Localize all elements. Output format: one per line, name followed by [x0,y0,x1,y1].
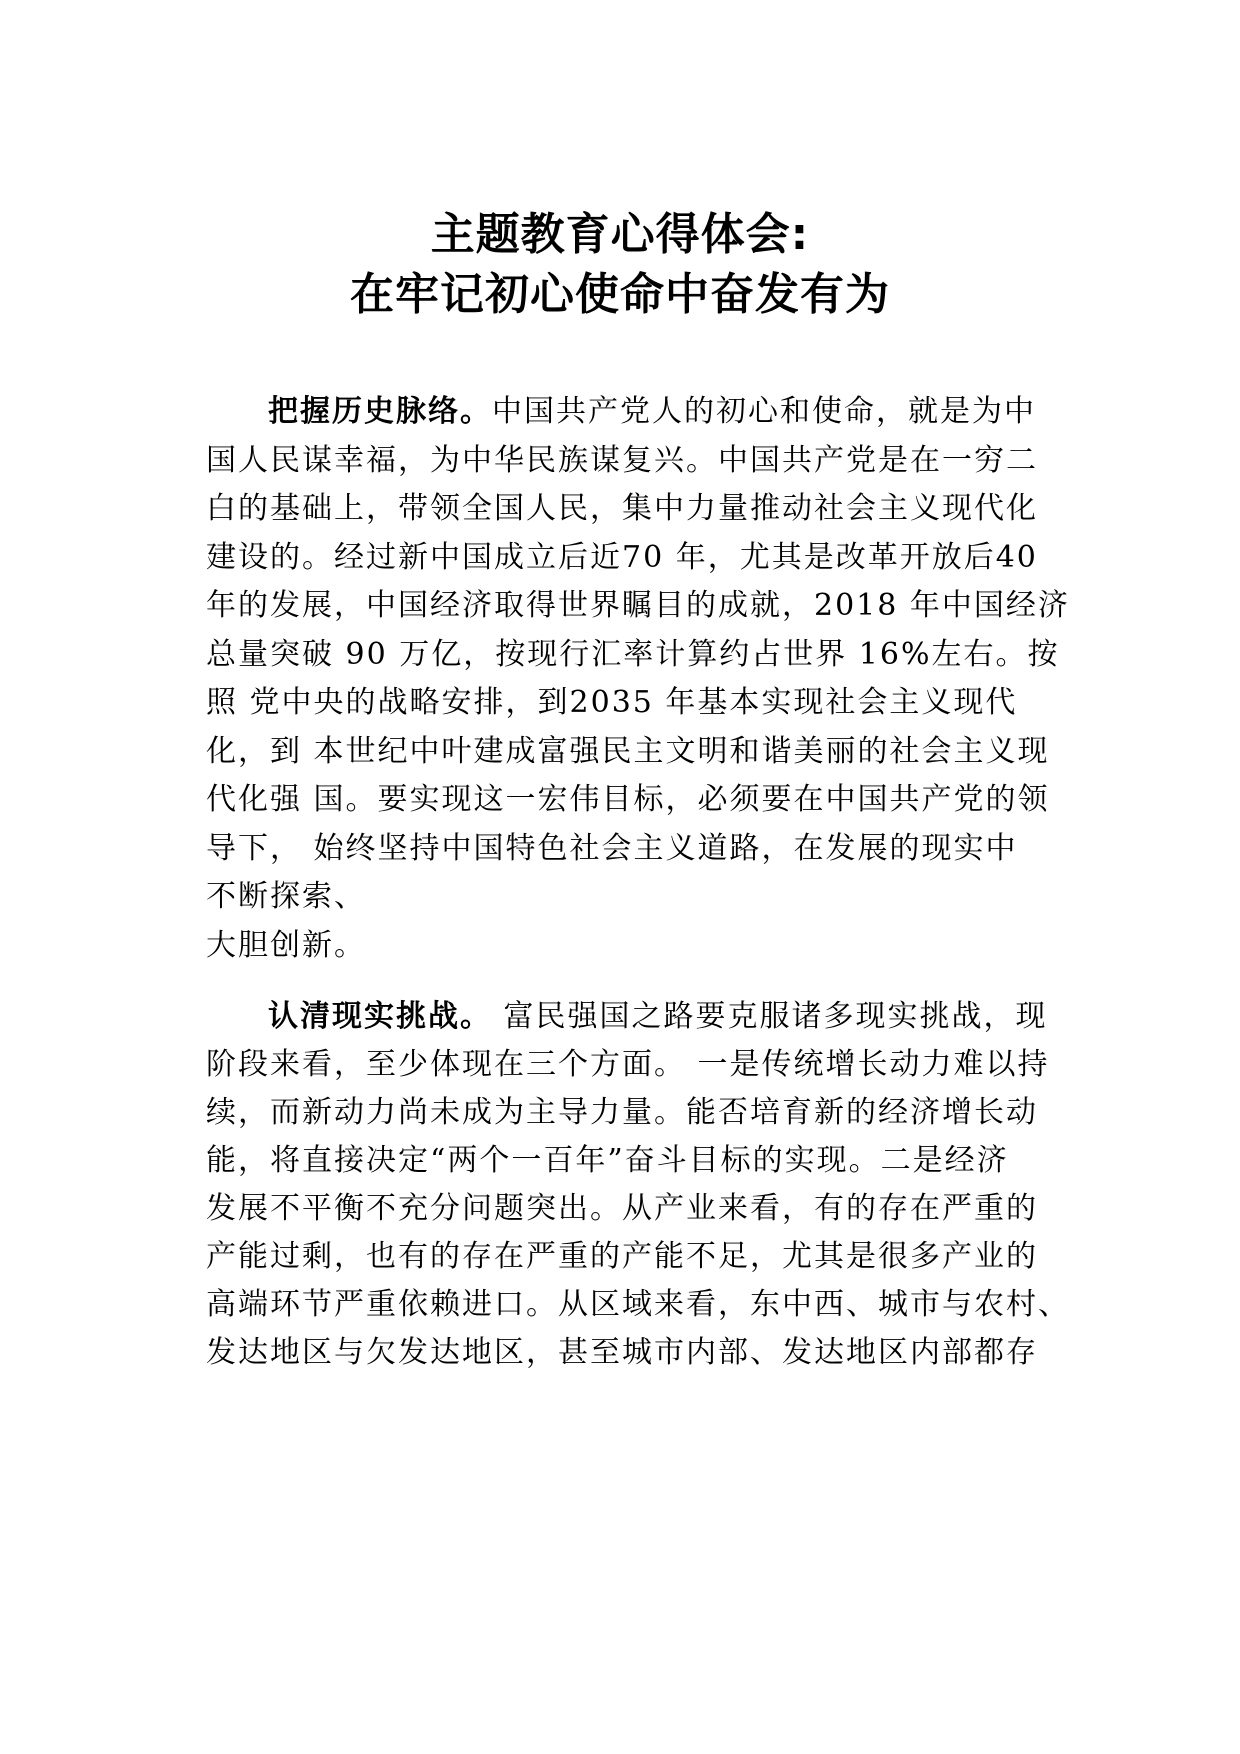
paragraph-line: 大胆创新。 [206,927,366,963]
paragraph-line [206,388,1076,437]
paragraph-line: 国人民谋幸福，为中华民族谋复兴。中国共产党是在一穷二 [206,442,1038,478]
paragraph-line: 总量突破 90 万亿，按现行汇率计算约占世界 16%左右。按 [206,636,1060,672]
paragraph-line: 导下， 始终坚持中国特色社会主义道路，在发展的现实中 [206,830,1018,866]
document-title [0,205,1240,325]
paragraph-lead: 把握历史脉络。 [268,394,492,429]
paragraph-line [206,993,1076,1041]
paragraph-line: 照 党中央的战略安排，到2035 年基本实现社会主义现代 [206,685,1018,720]
title-line-2: 在牢记初心使命中奋发有为 [350,269,890,320]
paragraph-text: 富民强国之路要克服诸多现实挑战，现 [492,999,1048,1034]
paragraph-line: 能，将直接决定“两个一百年”奋斗目标的实现。二是经济 [206,1143,1009,1178]
paragraph-line: 代化强 国。要实现这一宏伟目标，必须要在中国共产党的领 [206,782,1050,817]
paragraph-lead: 认清现实挑战。 [268,999,492,1034]
paragraph-line: 化，到 本世纪中叶建成富强民主文明和谐美丽的社会主义现 [206,733,1050,769]
paragraph-line: 高端环节严重依赖进口。从区域来看，东中西、城市与农村、 [206,1287,1070,1322]
paragraph-line: 阶段来看，至少体现在三个方面。 一是传统增长动力难以持 [206,1047,1050,1082]
paragraph-line: 发达地区与欠发达地区，甚至城市内部、发达地区内部都存 [206,1335,1038,1370]
paragraph-history [206,388,1076,970]
paragraph-text: 中国共产党人的初心和使命，就是为中 [492,394,1036,429]
paragraph-line: 发展不平衡不充分问题突出。从产业来看，有的存在严重的 [206,1191,1038,1226]
paragraph-line: 不断探索、 [206,879,366,914]
paragraph-challenges [206,993,1076,1377]
paragraph-line: 白的基础上，带领全国人民，集中力量推动社会主义现代化 [206,491,1038,526]
title-line-1: 主题教育心得体会: [430,209,810,260]
paragraph-line: 产能过剩，也有的存在严重的产能不足，尤其是很多产业的 [206,1239,1038,1274]
paragraph-line: 年的发展，中国经济取得世界瞩目的成就，2018 年中国经济 [206,588,1070,623]
paragraph-line: 续，而新动力尚未成为主导力量。能否培育新的经济增长动 [206,1095,1038,1130]
paragraph-line: 建设的。经过新中国成立后近70 年，尤其是改革开放后40 [206,539,1038,575]
